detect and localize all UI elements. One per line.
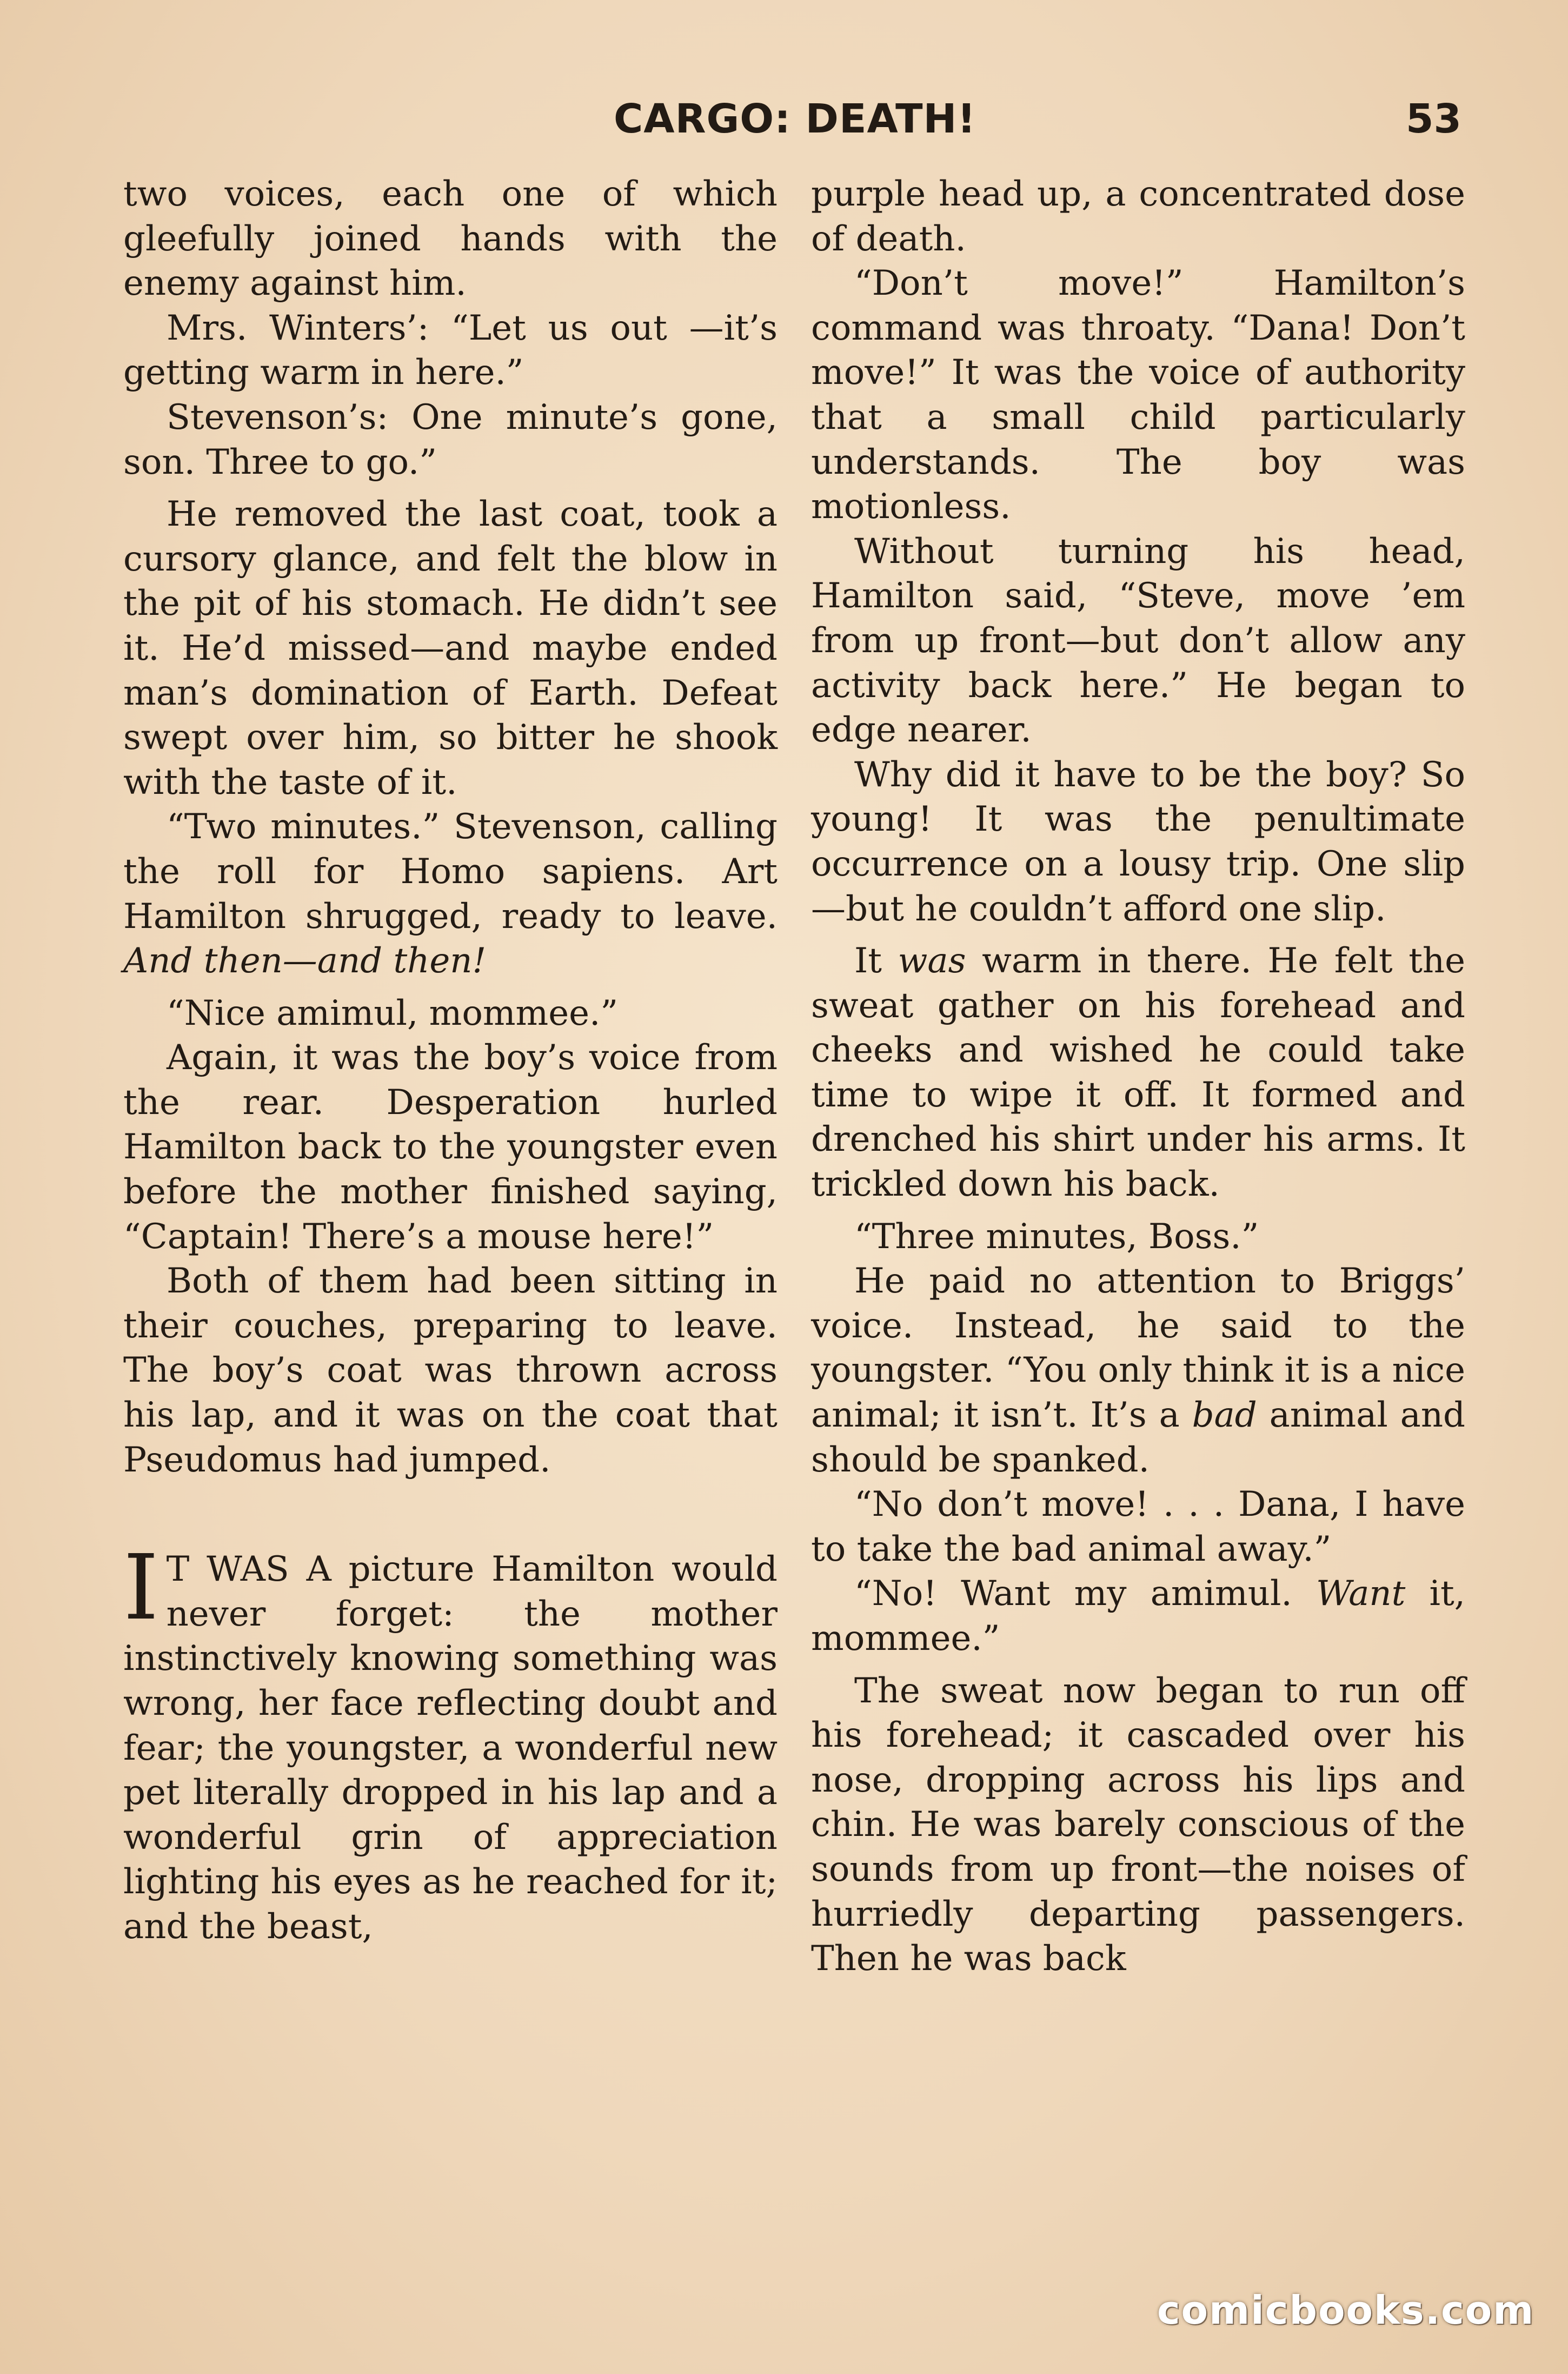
italic-word: bad: [1192, 1395, 1257, 1436]
paragraph: The sweat now began to run off his forehead; it cascaded over his nose, dropping across his lips and chin. He was barely conscious of the sounds from up front—the noises of hurriedly departing passengers. Then he was back: [811, 1670, 1465, 1979]
running-title: CARGO: DEATH!: [614, 96, 976, 142]
paragraph-text: picture Hamilton would never forget: the mother instinctively knowing something was wrong, her face reflecting doubt and fear; the youngster, a wonderful new pet literally dropped in his lap and a wonderful grin of appreciation lighting his eyes as he reached for it; and the beast,: [123, 1549, 778, 1947]
paragraph: two voices, each one of which gleefully joined hands with the enemy against him.: [123, 174, 778, 304]
paragraph-text: He paid no attention to Briggs’ voice. Instead, he said to the youngster. “You only think it is a nice animal; it isn’t. It’s a: [811, 1261, 1465, 1436]
paragraph: purple head up, a concentrated dose of death.: [811, 174, 1465, 259]
paragraph: Both of them had been sitting in their couches, preparing to leave. The boy’s coat was thrown across his lap, and it was on the coat that Pseudomus had jumped.: [123, 1261, 778, 1480]
italic-phrase: And then—and then!: [123, 941, 487, 982]
left-column: [123, 172, 778, 1949]
paragraph-text: It: [854, 941, 882, 982]
running-header: [0, 87, 1568, 151]
paragraph: [123, 805, 778, 983]
paragraph: Stevenson’s: One minute’s gone, son. Three to go.”: [123, 397, 778, 482]
paragraph: [811, 1571, 1465, 1661]
paragraph-text: warm in there. He felt the sweat gather on his forehead and cheeks and wished he could take time to wipe it off. It formed and drenched his shirt under his arms. It trickled down his back.: [811, 941, 1466, 1205]
paragraph: Why did it have to be the boy? So young! It was the penultimate occurrence on a lousy trip. One slip—but he couldn’t afford one slip.: [811, 754, 1465, 929]
paragraph-text: it, mommee.”: [811, 1574, 1466, 1659]
paragraph: “Three minutes, Boss.”: [854, 1216, 1259, 1257]
italic-word: was: [898, 941, 966, 982]
paragraph: He removed the last coat, took a cursory glance, and felt the blow in the pit of his stomach. He didn’t see it. He’d missed—and maybe ended man’s domination of Earth. Defeat swept over him, so bitter he shook with the taste of it.: [123, 494, 778, 803]
paragraph: “Nice amimul, mommee.”: [167, 993, 619, 1033]
italic-word: Want: [1315, 1574, 1406, 1614]
section-paragraph: [123, 1536, 778, 1949]
paragraph-text: “No! Want my amimul.: [854, 1574, 1292, 1614]
site-watermark: comicbooks.com: [1157, 2287, 1535, 2333]
page-number: 53: [1406, 96, 1461, 142]
paragraph: [811, 1259, 1465, 1482]
paragraph-text: animal and should be spanked.: [811, 1395, 1466, 1480]
right-column: [811, 172, 1465, 1981]
section-lead: T WAS A: [166, 1549, 331, 1590]
paragraph: “Don’t move!” Hamilton’s command was throaty. “Dana! Don’t move!” It was the voice of authority that a small child particularly understands. The boy was motionless.: [811, 263, 1465, 527]
paragraph: Mrs. Winters’: “Let us out —it’s getting warm in here.”: [123, 308, 778, 393]
paragraph: “No don’t move! . . . Dana, I have to take the bad animal away.”: [811, 1484, 1465, 1569]
paragraph: Again, it was the boy’s voice from the rear. Desperation hurled Hamilton back to the youngster even before the mother finished saying, “Captain! There’s a mouse here!”: [123, 1038, 778, 1257]
drop-cap: I: [123, 1536, 159, 1641]
paragraph: [811, 939, 1465, 1207]
paragraph: Without turning his head, Hamilton said, “Steve, move ’em from up front—but don’t allow any activity back here.” He began to edge nearer.: [811, 531, 1465, 751]
paragraph-text: “Two minutes.” Stevenson, calling the roll for Homo sapiens. Art Hamilton shrugged, ready to leave.: [123, 807, 778, 937]
